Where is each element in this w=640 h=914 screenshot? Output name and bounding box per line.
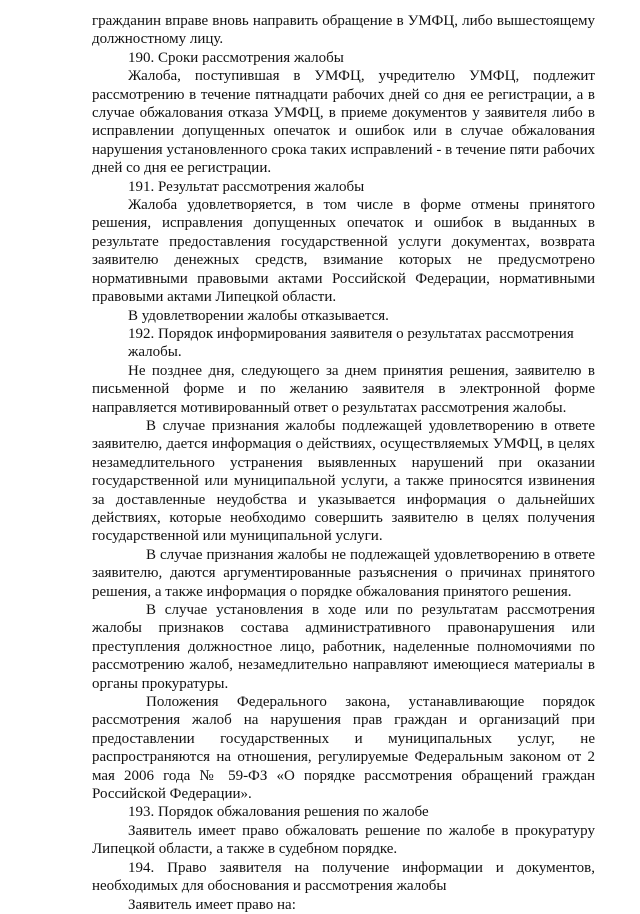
- section-heading: Заявитель имеет право на:: [128, 896, 296, 913]
- paragraph: гражданин вправе вновь направить обращение в УМФЦ, либо вышестоящему должностному лицу.: [92, 13, 595, 48]
- paragraph: В случае признания жалобы не подлежащей удовлетворению в ответе заявителю, даются аргументированные разъяснения о причинах принятого решения, а также информация о порядке обжалования принятого решения.: [92, 546, 595, 600]
- paragraph: В случае установления в ходе или по результатам рассмотрения жалобы признаков состава административного правонарушения или преступления должностное лицо, работник, наделенные полномочиями по рассмотрению жалоб, незамедлительно направляют имеющиеся материалы в органы прокуратуры.: [92, 602, 595, 692]
- section-heading: В удовлетворении жалобы отказывается.: [128, 307, 389, 324]
- section-heading: 193. Порядок обжалования решения по жалобе: [128, 804, 429, 821]
- paragraph: В случае признания жалобы подлежащей удовлетворению в ответе заявителю, дается информация о действиях, осуществляемых УМФЦ, в целях незамедлительного устранения выявленных нарушений при оказании государственной или муниципальной услуги, а также приносятся извинения за доставленные неудобства и указывается информация о дальнейших действиях, которые необходимо совершить заявителю в целях получения государственной или муниципальной услуги.: [92, 417, 595, 545]
- paragraph: Не позднее дня, следующего за днем принятия решения, заявителю в письменной форме и по желанию заявителя в электронной форме направляется мотивированный ответ о результатах рассмотрения жалобы.: [92, 362, 595, 416]
- paragraph: 194. Право заявителя на получение информации и документов, необходимых для обоснования и рассмотрения жалобы: [92, 859, 595, 895]
- section-heading: 191. Результат рассмотрения жалобы: [128, 178, 365, 195]
- document-body: [92, 12, 595, 914]
- paragraph: Жалоба удовлетворяется, в том числе в форме отмены принятого решения, исправления допущенных опечаток и ошибок в выданных в результате предоставления государственной услуги документах, возврата заявителю денежных средств, взимание которых не предусмотрено нормативными правовыми актами Российской Федерации, нормативными правовыми актами Липецкой области.: [92, 197, 595, 306]
- section-heading: 192. Порядок информирования заявителя о результатах рассмотрения: [128, 325, 574, 342]
- section-heading: 190. Сроки рассмотрения жалобы: [128, 49, 344, 66]
- paragraph: Заявитель имеет право обжаловать решение по жалобе в прокуратуру Липецкой области, а также в судебном порядке.: [92, 822, 595, 858]
- section-heading: жалобы.: [128, 344, 182, 361]
- paragraph: Положения Федерального закона, устанавливающие порядок рассмотрения жалоб на нарушения прав граждан и организаций при предоставлении государственных и муниципальных услуг, не распространяются на отношения, регулируемые Федеральным законом от 2 мая 2006 года № 59-ФЗ «О порядке рассмотрения обращений граждан Российской Федерации».: [92, 694, 595, 803]
- paragraph: Жалоба, поступившая в УМФЦ, учредителю УМФЦ, подлежит рассмотрению в течение пятнадцати рабочих дней со дня ее регистрации, а в случае обжалования отказа УМФЦ, в приеме документов у заявителя либо в исправлении допущенных опечаток и ошибок или в случае обжалования нарушения установленного срока таких исправлений - в течение пяти рабочих дней со дня ее регистрации.: [92, 68, 595, 177]
